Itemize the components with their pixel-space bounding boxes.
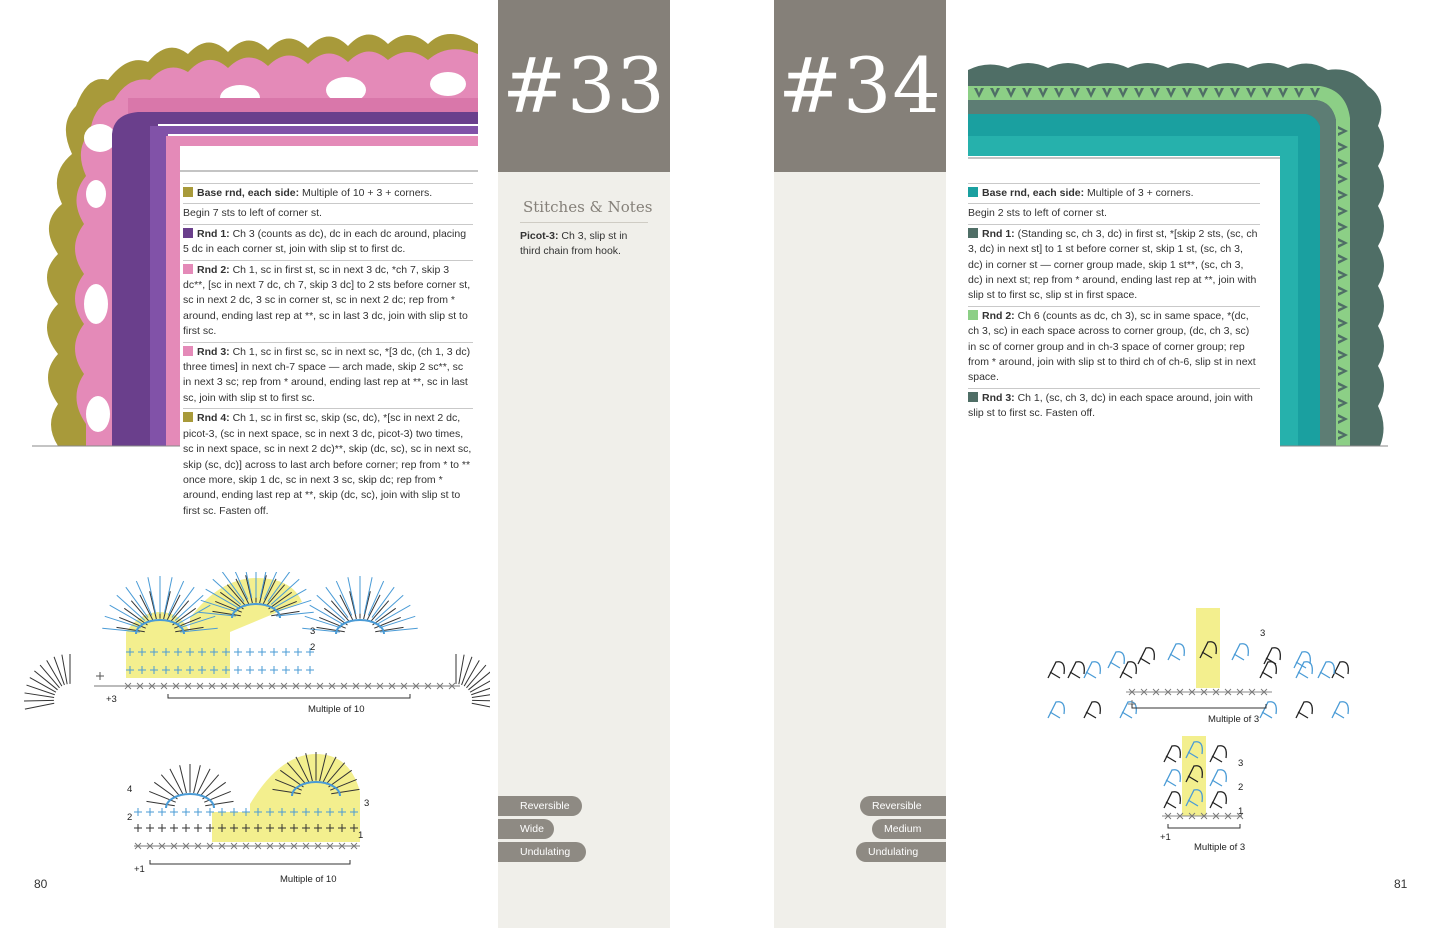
step-rnd-3: Rnd 3: Ch 1, sc in first sc, sc in next sc, *[3 dc, (ch 1, 3 dc) three times] in next ch-7 space — arch made, skip 2 sc**, sc in next 3 sc; rep from * around, ending last rep at **, sc in last sc, join with slip st to first sc.	[183, 343, 473, 410]
step-rnd-2: Rnd 2: Ch 1, sc in first st, sc in next 3 dc, *ch 7, skip 3 dc**, [sc in next 7 dc, ch 7, skip 3 dc] to 2 sts before corner st, sc in next 2 dc, 3 sc in corner st, sc in next 2 dc; rep from * around, ending last rep at **, sc in last 3 dc, join with slip st to first sc.	[183, 261, 473, 343]
page-number-right: 81	[1394, 877, 1408, 891]
pattern-number-34: #34	[774, 0, 946, 172]
crochet-chart-34-b	[1150, 734, 1260, 856]
notes-divider	[520, 222, 648, 223]
chart-34-b-row-2: 2	[1238, 782, 1244, 793]
step-begin: Begin 2 sts to left of corner st.	[968, 204, 1260, 224]
chart-34-b-row-3: 3	[1238, 758, 1244, 769]
pink-swatch-icon	[183, 346, 193, 356]
green-swatch-icon	[968, 310, 978, 320]
step-base-rnd: Base rnd, each side: Multiple of 3 + corners.	[968, 183, 1260, 204]
slate-swatch-icon	[968, 392, 978, 402]
pattern-number-33: #33	[498, 0, 670, 172]
tag-undulating: Undulating	[498, 842, 586, 862]
chart-33-a-row-2: 2	[310, 642, 316, 653]
chart-34-b-plus: +1	[1160, 832, 1171, 843]
chart-33-a-plus: +3	[106, 694, 117, 705]
chart-34-a-label: Multiple of 3	[1208, 714, 1260, 725]
step-base-rnd: Base rnd, each side: Multiple of 10 + 3 + corners.	[183, 183, 473, 204]
tag-medium: Medium	[872, 819, 946, 839]
step-begin: Begin 7 sts to left of corner st.	[183, 204, 473, 224]
left-sidebar	[498, 0, 670, 928]
tag-reversible: Reversible	[860, 796, 946, 816]
step-rnd-2: Rnd 2: Ch 6 (counts as dc, ch 3), sc in same space, *(dc, ch 3, sc) in each space across to corner group, (dc, ch 3, sc) in sc of corner group and in ch-3 space of corner group; rep from * around, join with slip st to third ch of ch-6, slip st in next space.	[968, 307, 1260, 389]
step-rnd-4: Rnd 4: Ch 1, sc in first sc, skip (sc, dc), *[sc in next 2 dc, picot-3, (sc in next space, sc in next 3 dc, picot-3) two times, sc in next space, sc in next 2 dc)**, skip (dc, sc), sc in next sc, skip (sc, dc)] across to last arch before corner; rep from * to ** once more, skip 1 dc, sc in next 3 sc, skip dc; rep from * around, ending last rep at **, skip (dc, sc), join with slip st to first sc. Fasten off.	[183, 412, 472, 517]
note-picot: Picot-3: Ch 3, slip st in third chain from hook.	[520, 230, 628, 257]
chart-33-b-row-4: 4	[127, 784, 133, 795]
chart-34-a-row-3: 3	[1260, 628, 1266, 639]
slate-swatch-icon	[968, 228, 978, 238]
step-rnd-1: Rnd 1: (Standing sc, ch 3, dc) in first st, *[skip 2 sts, (sc, ch 3, dc) in next st] to 1 st before corner st, skip 1 st, (sc, ch 3, dc) in corner st — corner group made, skip 1 st**, (sc, ch 3, dc) in next st; rep from * around, ending last rep at **, join with slip st to first sc, slip st in first space.	[968, 225, 1260, 307]
crochet-chart-33-a	[10, 572, 490, 722]
step-rnd-3: Rnd 3: Ch 1, (sc, ch 3, dc) in each space around, join with slip st to first sc. Fasten off.	[968, 391, 1253, 420]
right-sidebar	[774, 0, 946, 928]
tag-reversible: Reversible	[498, 796, 582, 816]
chart-33-b-label: Multiple of 10	[280, 874, 337, 885]
olive-swatch-icon	[183, 187, 193, 197]
chart-33-b-plus: +1	[134, 864, 145, 875]
chart-34-b-label: Multiple of 3	[1194, 842, 1246, 853]
chart-33-b-row-1: 1	[358, 830, 364, 841]
chart-33-a-row-3: 3	[310, 626, 316, 637]
stitches-notes-heading: Stitches & Notes	[523, 198, 653, 216]
instructions-33	[183, 183, 473, 521]
chart-33-a-label: Multiple of 10	[308, 704, 365, 715]
tag-undulating: Undulating	[856, 842, 946, 862]
step-rnd-1: Rnd 1: Ch 3 (counts as dc), dc in each dc around, placing 5 dc in each corner st, join with slip st to first dc.	[183, 225, 473, 261]
instructions-34	[968, 183, 1260, 424]
page-number-left: 80	[34, 877, 48, 891]
pink-swatch-icon	[183, 264, 193, 274]
teal-swatch-icon	[968, 187, 978, 197]
purple-swatch-icon	[183, 228, 193, 238]
tag-wide: Wide	[498, 819, 554, 839]
olive-swatch-icon	[183, 412, 193, 422]
chart-34-b-row-1: 1	[1238, 806, 1244, 817]
chart-33-b-row-2: 2	[127, 812, 133, 823]
chart-33-b-row-3: 3	[364, 798, 370, 809]
crochet-chart-33-b	[120, 742, 380, 890]
